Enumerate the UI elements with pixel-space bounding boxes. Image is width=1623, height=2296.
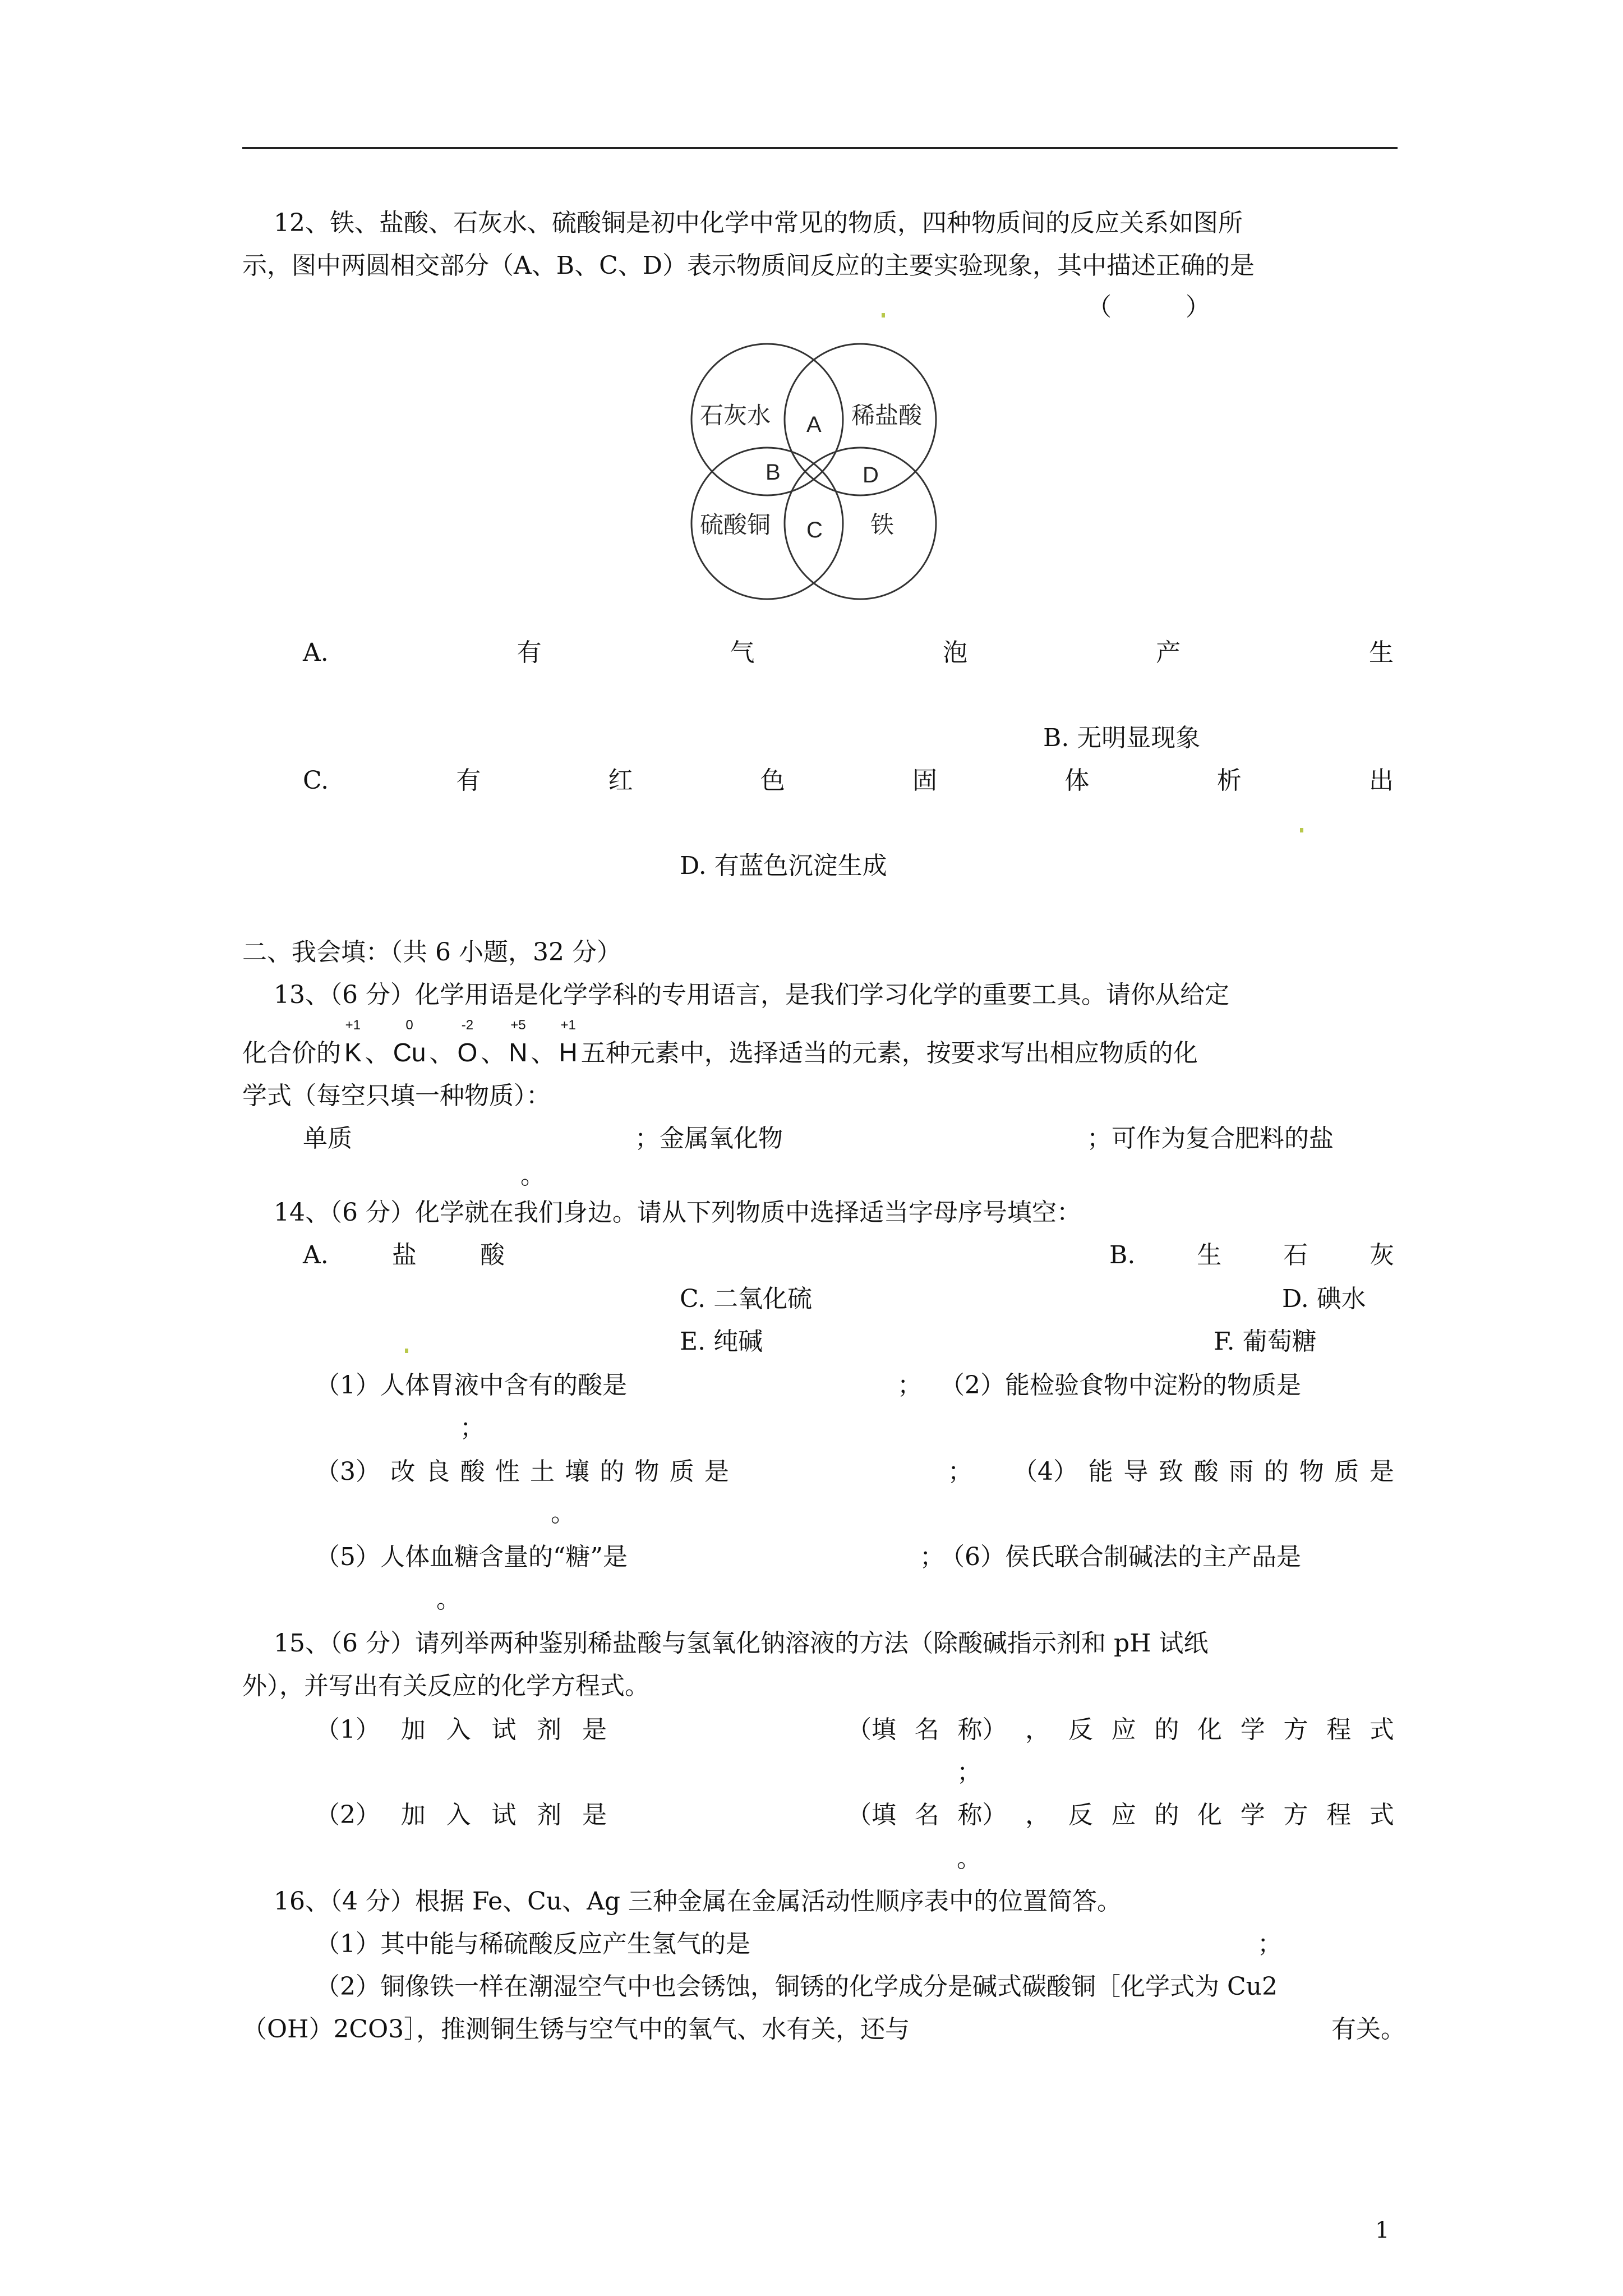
q16-s1-end: ； xyxy=(1257,1930,1282,1958)
q14-s5-sep: ； xyxy=(920,1543,944,1571)
q14-line1: 14、（6 分）化学就在我们身边。请从下列物质中选择适当字母序号填空： xyxy=(274,1198,1081,1227)
q13-line2: 化合价的 +1 K 、 0 Cu 、 -2 O 、 +5 N 、 +1 H 五种元素中，选择适当的元素，按要求写出相应物质的化 xyxy=(242,1018,1198,1068)
q16-s2-end: 有关。 xyxy=(1331,2015,1405,2044)
label-dilute-hcl: 稀盐酸 xyxy=(851,402,923,429)
q13-line3: 学式（每空只填一种物质）： xyxy=(242,1082,551,1110)
scan-speck xyxy=(882,313,885,318)
q16-s2-line2[interactable]: （OH）2CO3］，推测铜生锈与空气中的氧气、水有关，还与 xyxy=(242,2015,910,2044)
region-b-label: B xyxy=(766,460,781,485)
q12-option-a[interactable]: A. 有 气 泡 产 生 xyxy=(303,638,1394,667)
header-rule xyxy=(242,147,1398,149)
region-d-label: D xyxy=(863,463,879,487)
q14-option-e: E. 纯碱 xyxy=(680,1327,763,1356)
q14-s2-end: ； xyxy=(460,1414,485,1442)
q12-line1: 12、铁、盐酸、石灰水、硫酸铜是初中化学中常见的物质，四种物质间的反应关系如图所 xyxy=(274,209,1243,237)
q14-option-b: B. 生 石 灰 xyxy=(1109,1241,1394,1269)
q14-s1[interactable]: （1）人体胃液中含有的酸是 xyxy=(315,1371,627,1400)
element-k: +1 K xyxy=(344,1018,362,1067)
element-h: +1 H xyxy=(559,1018,578,1067)
q15-line1: 15、（6 分）请列举两种鉴别稀盐酸与氢氧化钠溶液的方法（除酸碱指示剂和 pH 试纸 xyxy=(274,1629,1209,1658)
label-iron: 铁 xyxy=(870,512,895,538)
section-heading: 二、我会填：（共 6 小题，32 分） xyxy=(242,938,621,967)
q14-s5[interactable]: （5）人体血糖含量的“糖”是 xyxy=(315,1543,628,1571)
element-n: +5 N xyxy=(509,1018,528,1067)
q13-line1: 13、（6 分）化学用语是化学学科的专用语言，是我们学习化学的重要工具。请你从给定 xyxy=(274,981,1229,1009)
region-c-label: C xyxy=(806,518,823,542)
label-limewater: 石灰水 xyxy=(700,402,771,429)
venn-diagram xyxy=(684,337,965,606)
q12-option-b[interactable]: B. 无明显现象 xyxy=(1043,724,1201,752)
q15-r1-equation[interactable]: （填 名 称） ， 反 应 的 化 学 方 程 式 xyxy=(847,1715,1394,1744)
q15-r1-reagent[interactable]: （1） 加 入 试 剂 是 xyxy=(315,1715,607,1744)
q14-option-c: C. 二氧化硫 xyxy=(680,1285,813,1313)
region-a-label: A xyxy=(806,412,822,437)
q14-s4-end: 。 xyxy=(551,1499,575,1527)
q16-line1: 16、（4 分）根据 Fe、Cu、Ag 三种金属在金属活动性顺序表中的位置简答。 xyxy=(274,1887,1122,1916)
q14-s4[interactable]: （4） 能 导 致 酸 雨 的 物 质 是 xyxy=(1013,1457,1394,1486)
q15-r2-equation[interactable]: （填 名 称） ， 反 应 的 化 学 方 程 式 xyxy=(847,1801,1394,1829)
q14-s6[interactable]: （6）侯氏联合制碱法的主产品是 xyxy=(940,1543,1301,1571)
q15-line2: 外），并写出有关反应的化学方程式。 xyxy=(242,1672,649,1700)
q14-s6-end: 。 xyxy=(436,1585,461,1614)
scan-speck xyxy=(1300,828,1303,832)
q12-answer-bracket: （ ） xyxy=(1087,293,1210,321)
q16-s2: （2）铜像铁一样在潮湿空气中也会锈蚀，铜锈的化学成分是碱式碳酸铜［化学式为 Cu2 xyxy=(315,1972,1278,2001)
q14-option-f: F. 葡萄糖 xyxy=(1214,1327,1317,1356)
label-copper-sulfate: 硫酸铜 xyxy=(700,512,771,538)
q14-s1-sep: ； xyxy=(897,1371,922,1400)
q14-s2[interactable]: （2）能检验食物中淀粉的物质是 xyxy=(940,1371,1301,1400)
q13-blank-metal-oxide[interactable]: ；金属氧化物 xyxy=(635,1124,783,1153)
q14-s3[interactable]: （3） 改 良 酸 性 土 壤 的 物 质 是 xyxy=(315,1457,729,1486)
q15-r2-reagent[interactable]: （2） 加 入 试 剂 是 xyxy=(315,1801,607,1829)
q14-s3-sep: ； xyxy=(948,1457,972,1486)
scan-speck xyxy=(405,1349,408,1353)
element-o: -2 O xyxy=(457,1018,478,1067)
q12-option-c[interactable]: C. 有 红 色 固 体 析 出 xyxy=(303,766,1394,795)
q15-r1-end: ； xyxy=(957,1758,981,1787)
q14-option-d: D. 碘水 xyxy=(1282,1285,1366,1313)
q14-option-a: A. 盐 酸 xyxy=(303,1241,505,1269)
q12-line2: 示，图中两圆相交部分（A、B、C、D）表示物质间反应的主要实验现象，其中描述正确的是 xyxy=(242,251,1255,280)
opt-letter: C. xyxy=(303,766,329,795)
q16-s1[interactable]: （1）其中能与稀硫酸反应产生氢气的是 xyxy=(315,1930,750,1958)
page-number: 1 xyxy=(1375,2217,1390,2243)
q15-r2-end: 。 xyxy=(957,1844,981,1873)
q12-option-d[interactable]: D. 有蓝色沉淀生成 xyxy=(680,852,887,880)
element-cu: 0 Cu xyxy=(393,1018,426,1067)
q13-end: 。 xyxy=(520,1161,545,1190)
opt-letter: A. xyxy=(303,638,329,667)
q13-blank-element[interactable]: 单质 xyxy=(303,1124,352,1153)
q13-blank-compound-fertilizer[interactable]: ；可作为复合肥料的盐 xyxy=(1087,1124,1334,1153)
